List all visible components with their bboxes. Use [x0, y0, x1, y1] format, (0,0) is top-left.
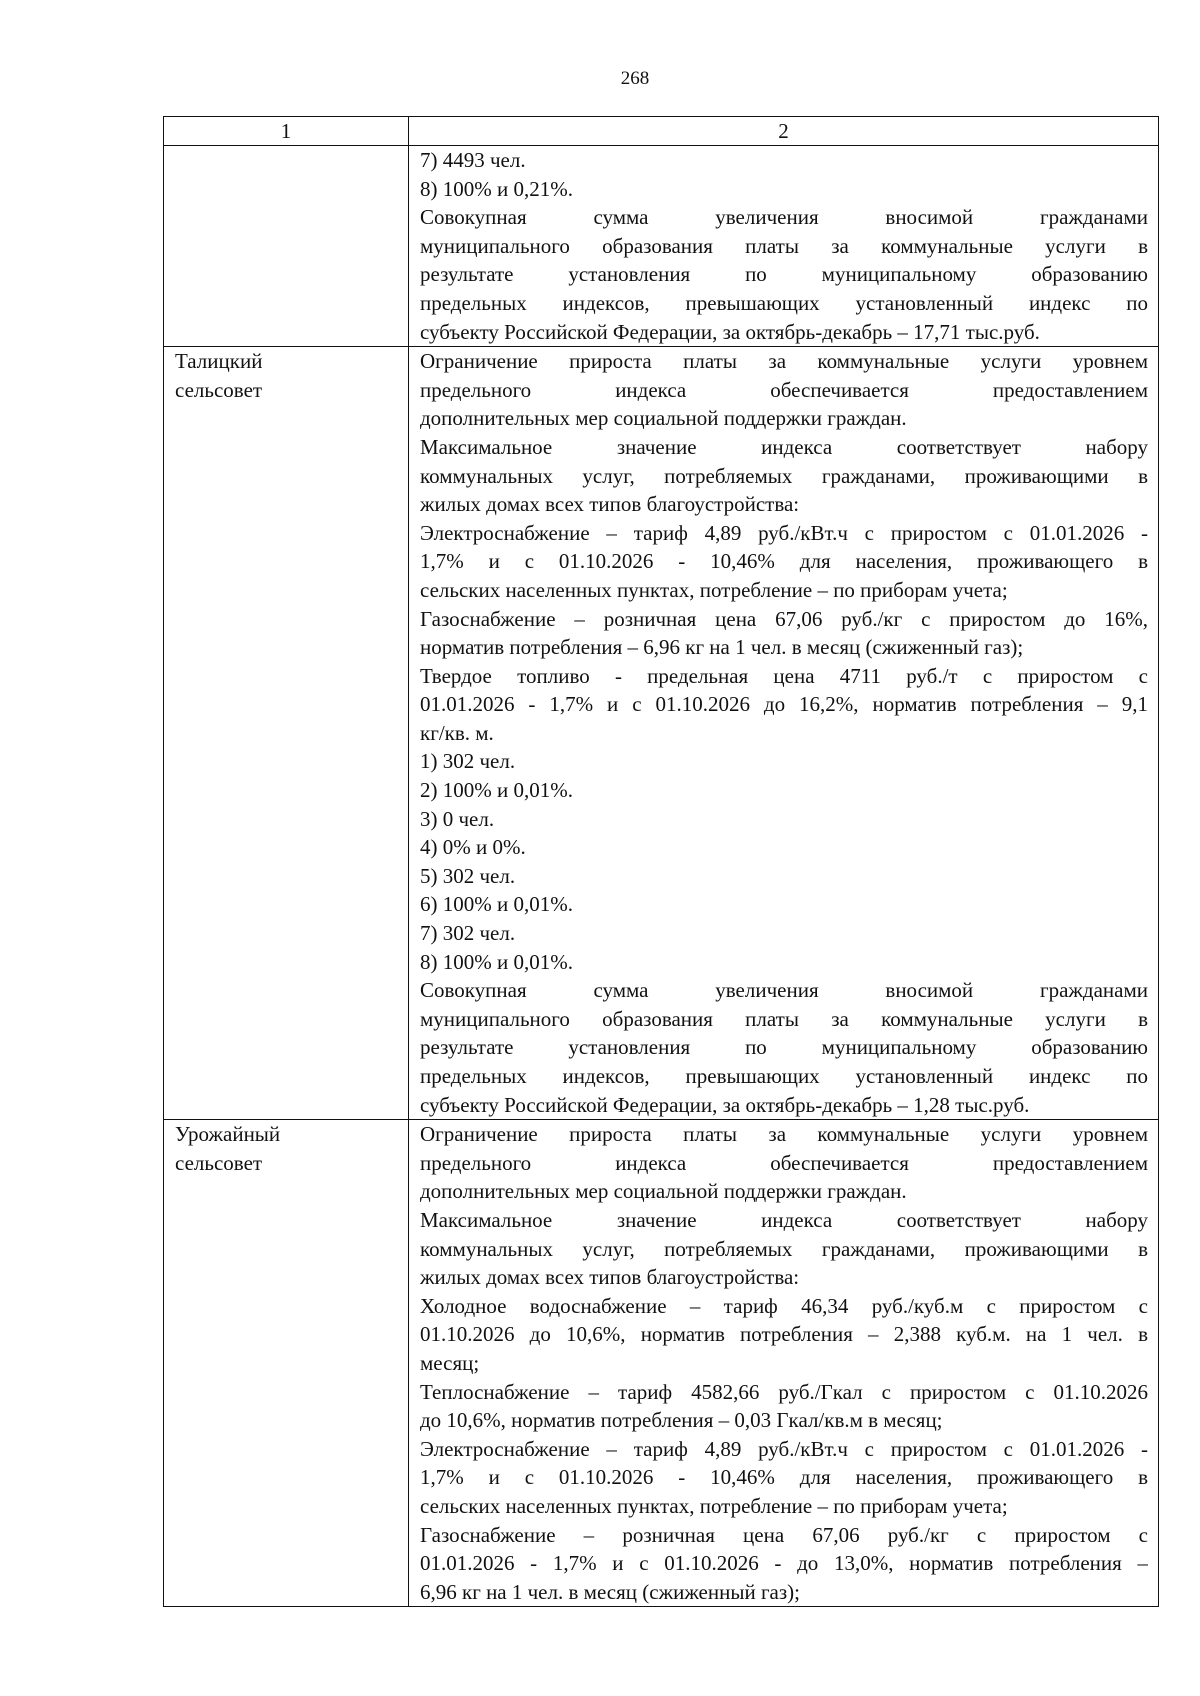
table-row [164, 1120, 1159, 1607]
text-line: Ограничение прироста платы за коммунальные услуги уровнем [420, 349, 1148, 374]
text-line: 4) 0% и 0%. [420, 835, 526, 860]
text-line: сельских населенных пунктах, потребление – по приборам учета; [420, 1493, 1008, 1518]
text-line: 5) 302 чел. [420, 863, 516, 888]
text-line: коммунальных услуг, потребляемых гражданами, проживающими в [420, 1236, 1148, 1261]
text-line: Электроснабжение – тариф 4,89 руб./кВт.ч с приростом с 01.01.2026 - [420, 1436, 1148, 1461]
text-line: предельных индексов, превышающих установленный индекс по [420, 1064, 1148, 1088]
text-line: 3) 0 чел. [420, 806, 495, 831]
text-line: Твердое топливо - предельная цена 4711 руб./т с приростом с [420, 663, 1148, 688]
text-line: Теплоснабжение – тариф 4582,66 руб./Гкал с приростом с 01.10.2026 [420, 1379, 1148, 1404]
measure-description-cell [409, 1120, 1159, 1607]
page-number: 268 [620, 68, 650, 89]
text-line: Совокупная сумма увеличения вносимой гражданами [420, 205, 1148, 230]
text-line: 7) 302 чел. [420, 921, 516, 946]
text-line: 6) 100% и 0,01%. [420, 892, 573, 917]
text-line: 1,7% и с 01.10.2026 - 10,46% для населения, проживающего в [420, 549, 1148, 574]
text-line: предельного индекса обеспечивается предоставлением [420, 1150, 1148, 1175]
text-line: дополнительных мер социальной поддержки граждан. [420, 1179, 907, 1204]
text-line: жилых домах всех типов благоустройства: [420, 492, 800, 517]
text-line: Ограничение прироста платы за коммунальные услуги уровнем [420, 1122, 1148, 1147]
text-line: результате установления по муниципальному образованию [420, 262, 1148, 287]
table-header-row [164, 117, 1159, 146]
text-line: субъекту Российской Федерации, за октябрь-декабрь – 17,71 тыс.руб. [420, 319, 1040, 344]
text-line: 7) 4493 чел. [420, 148, 526, 172]
table-row [164, 146, 1159, 347]
column-header-2: 2 [409, 117, 1159, 146]
text-line: предельных индексов, превышающих установленный индекс по [420, 290, 1148, 315]
text-line: Максимальное значение индекса соответствует набору [420, 434, 1148, 459]
municipality-name: Талицкий [175, 349, 263, 374]
text-line: 01.10.2026 до 10,6%, норматив потребления – 2,388 куб.м. на 1 чел. в [420, 1322, 1148, 1347]
text-line: месяц; [420, 1350, 480, 1375]
text-line: 01.01.2026 - 1,7% и с 01.10.2026 до 16,2%, норматив потребления – 9,1 [420, 692, 1148, 717]
municipality-cell [164, 347, 409, 1120]
text-line: 8) 100% и 0,21%. [420, 176, 573, 201]
text-line: предельного индекса обеспечивается предоставлением [420, 377, 1148, 402]
text-line: кг/кв. м. [420, 720, 494, 745]
text-line: Газоснабжение – розничная цена 67,06 руб./кг с приростом до 16%, [420, 606, 1148, 631]
text-line: Электроснабжение – тариф 4,89 руб./кВт.ч с приростом с 01.01.2026 - [420, 520, 1148, 545]
municipality-cell [164, 1120, 409, 1607]
text-line: Максимальное значение индекса соответствует набору [420, 1207, 1148, 1232]
text-line: жилых домах всех типов благоустройства: [420, 1265, 800, 1290]
column-header-1: 1 [164, 117, 409, 146]
municipality-name: Урожайный [175, 1122, 281, 1147]
text-line: 8) 100% и 0,01%. [420, 949, 573, 974]
text-line: 1) 302 чел. [420, 749, 516, 774]
text-line: дополнительных мер социальной поддержки граждан. [420, 406, 907, 431]
municipality-name: сельсовет [175, 377, 263, 402]
text-line: 2) 100% и 0,01%. [420, 778, 573, 803]
document-table [163, 116, 1159, 1607]
text-line: до 10,6%, норматив потребления – 0,03 Гкал/кв.м в месяц; [420, 1408, 943, 1433]
municipality-cell [164, 146, 409, 347]
text-line: 01.01.2026 - 1,7% и с 01.10.2026 - до 13,0%, норматив потребления – [420, 1551, 1148, 1576]
text-line: коммунальных услуг, потребляемых гражданами, проживающими в [420, 463, 1148, 488]
measure-description-cell [409, 347, 1159, 1120]
text-line: муниципального образования платы за коммунальные услуги в [420, 1006, 1148, 1031]
text-line: Совокупная сумма увеличения вносимой гражданами [420, 978, 1148, 1003]
text-line: 1,7% и с 01.10.2026 - 10,46% для населения, проживающего в [420, 1465, 1148, 1490]
text-line: результате установления по муниципальному образованию [420, 1035, 1148, 1060]
table-row [164, 347, 1159, 1120]
text-line: норматив потребления – 6,96 кг на 1 чел. в месяц (сжиженный газ); [420, 635, 1024, 660]
text-line: муниципального образования платы за коммунальные услуги в [420, 233, 1148, 258]
text-line: Газоснабжение – розничная цена 67,06 руб./кг с приростом с [420, 1522, 1148, 1547]
municipality-name: сельсовет [175, 1150, 263, 1175]
measure-description-cell [409, 146, 1159, 347]
text-line: Холодное водоснабжение – тариф 46,34 руб./куб.м с приростом с [420, 1293, 1148, 1318]
text-line: сельских населенных пунктах, потребление – по приборам учета; [420, 577, 1008, 602]
text-line: субъекту Российской Федерации, за октябрь-декабрь – 1,28 тыс.руб. [420, 1092, 1030, 1117]
text-line: 6,96 кг на 1 чел. в месяц (сжиженный газ); [420, 1579, 800, 1604]
